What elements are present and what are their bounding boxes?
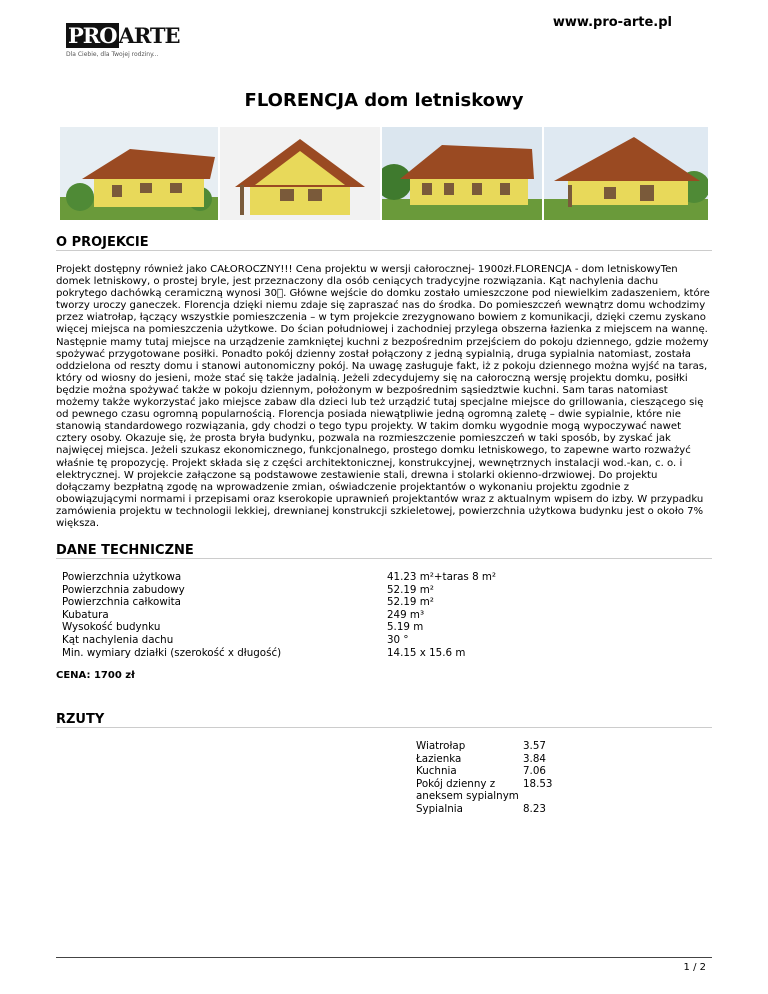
house-photo-side [220, 127, 380, 220]
tech-value: 5.19 m [387, 621, 424, 634]
tech-value: 14.15 x 15.6 m [387, 646, 466, 659]
logo-arte-text: ARTE [118, 23, 180, 48]
price-label: CENA: 1700 zł [56, 670, 135, 681]
tech-value: 52.19 m² [387, 596, 434, 609]
tech-row [62, 596, 496, 609]
logo-tagline: Dla Ciebie, dla Twojej rodziny... [66, 51, 159, 58]
room-row [416, 803, 552, 816]
room-row [416, 740, 552, 753]
room-name: Łazienka [416, 752, 462, 765]
room-area: 8.23 [523, 802, 546, 815]
house-photo-terrace [544, 127, 708, 220]
room-row [416, 778, 552, 803]
footer-divider [56, 957, 712, 958]
project-heading: O PROJEKCIE [56, 235, 149, 250]
tech-label: Kubatura [62, 608, 109, 621]
room-name: Kuchnia [416, 765, 457, 778]
tech-label: Wysokość budynku [62, 621, 161, 634]
house-photo-front [60, 127, 218, 220]
room-name: Sypialnia [416, 802, 463, 815]
tech-row [62, 621, 496, 634]
tech-row [62, 571, 496, 584]
tech-heading: DANE TECHNICZNE [56, 543, 194, 558]
room-row [416, 753, 552, 766]
logo-pro-text: PRO [68, 23, 117, 48]
tech-row [62, 609, 496, 622]
room-row [416, 765, 552, 778]
tech-row [62, 584, 496, 597]
house-photo-garden [382, 127, 542, 220]
house-photos [60, 127, 708, 220]
tech-label: Powierzchnia całkowita [62, 596, 181, 609]
tech-label: Min. wymiary działki (szerokość x długość) [62, 646, 282, 659]
divider [56, 727, 712, 728]
room-area: 18.53 [523, 777, 553, 790]
tech-label: Powierzchnia użytkowa [62, 571, 182, 583]
tech-row [62, 634, 496, 647]
website-link[interactable]: www.pro-arte.pl [552, 15, 672, 30]
plans-heading: RZUTY [56, 712, 105, 727]
tech-value: 41.23 m²+taras 8 m² [387, 571, 497, 583]
divider [56, 250, 712, 251]
tech-row [62, 647, 496, 660]
room-area: 3.57 [523, 740, 546, 752]
tech-table [62, 571, 496, 659]
rooms-table [416, 740, 552, 816]
room-area: 3.84 [523, 752, 546, 765]
room-name: Wiatrołap [416, 740, 466, 752]
tech-value: 249 m³ [387, 608, 425, 621]
divider [56, 558, 712, 559]
tech-value: 30 ° [387, 633, 409, 646]
page-number: 1 / 2 [683, 962, 706, 973]
tech-value: 52.19 m² [387, 583, 434, 596]
pro-arte-logo[interactable] [66, 23, 180, 64]
room-name: Pokój dzienny z aneksem sypialnym [416, 777, 519, 803]
tech-label: Kąt nachylenia dachu [62, 633, 174, 646]
page-title: FLORENCJA dom letniskowy [244, 90, 524, 111]
project-description: Projekt dostępny również jako CAŁOROCZNY!!! Cena projektu w wersji całorocznej- 1900zł.FLORENCJA - dom letniskowyTen domek letniskowy, o prostej bryle, jest przeznaczony dla osób ceniących tradycyjne rozwiązania. Kąt nachylenia dachu pokrytego dachówką ceramiczną wynosi 30 . Główne wejście do domku zostało umieszczone pod niewielkim zadaszeniem, które tworzy uroczy ganeczek. Florencja dzięki niemu zdaje się zapraszać nas do środka. Do pomieszczeń wewnątrz domu wchodzimy przez wiatrołap, łączący wszystkie pomieszczenia – w tym projekcie zrezygnowano bowiem z komunikacji, dzięki czemu zyskano więcej miejsca na pomieszczenia użytkowe. Do ścian południowej i zachodniej przylega obszerna łazienka z miejscem na wannę. Następnie mamy tutaj miejsce na urządzenie zamkniętej kuchni z bezpośrednim przejściem do pokoju dziennego, gdzie możemy spożywać przygotowane posiłki. Ponadto pokój dzienny został połączony z jedną sypialnią, druga sypialnia natomiast, została oddzielona od reszty domu i stanowi autonomiczny pokój. Na uwagę zasługuje fakt, iż z pokoju dziennego można wyjść na taras, który od wiosny do jesieni, może stać się także jadalnią. Jeżeli zdecydujemy się na całoroczną wersję projektu domku, posiłki będzie można spożywać także w pokoju dziennym, położonym w bezpośrednim sąsiedztwie kuchni. Sam taras natomiast możemy także wykorzystać jako miejsce zabaw dla dzieci lub też urządzić tutaj specjalne miejsce do grillowania, cieszącego się od pewnego czasu ogromną popularnością. Florencja posiada niewątpliwie jedną ogromną zaletę – dwie sypialnie, które nie stanowią standardowego rozwiązania, gdy chodzi o tego typu projekty. W takim domku wygodnie mogą wypoczywać nawet cztery osoby. Okazuje się, że prosta bryła budynku, pozwala na rozmieszczenie pomieszczeń w taki sposób, by zyskać jak najwięcej miejsca. Jeżeli szukasz ekonomicznego, funkcjonalnego, prostego domku letniskowego, to zapewne warto rozważyć właśnie tę propozycję. Projekt składa się z części architektonicznej, konstrukcyjnej, wewnętrznych instalacji wod.-kan, c. o. i elektrycznej. W projekcie załączone są podstawowe zestawienie stali, drewna i stolarki okienno-drzwiowej. Do projektu dołączamy bezpłatną zgodę na wprowadzenie zmian, oświadczenie projektantów o wykonaniu projektu zgodnie z obowiązującymi normami i przepisami oraz kserokopie uprawnień projektantów wraz z aktualnym wpisem do izby. W przypadku zamówienia projektu w technologii lekkiej, drewnianej konstrukcji szkieletowej, powierzchnia użytkowa budynku jest o około 7% większa. [56, 264, 710, 529]
tech-label: Powierzchnia zabudowy [62, 583, 185, 596]
room-area: 7.06 [523, 765, 546, 778]
